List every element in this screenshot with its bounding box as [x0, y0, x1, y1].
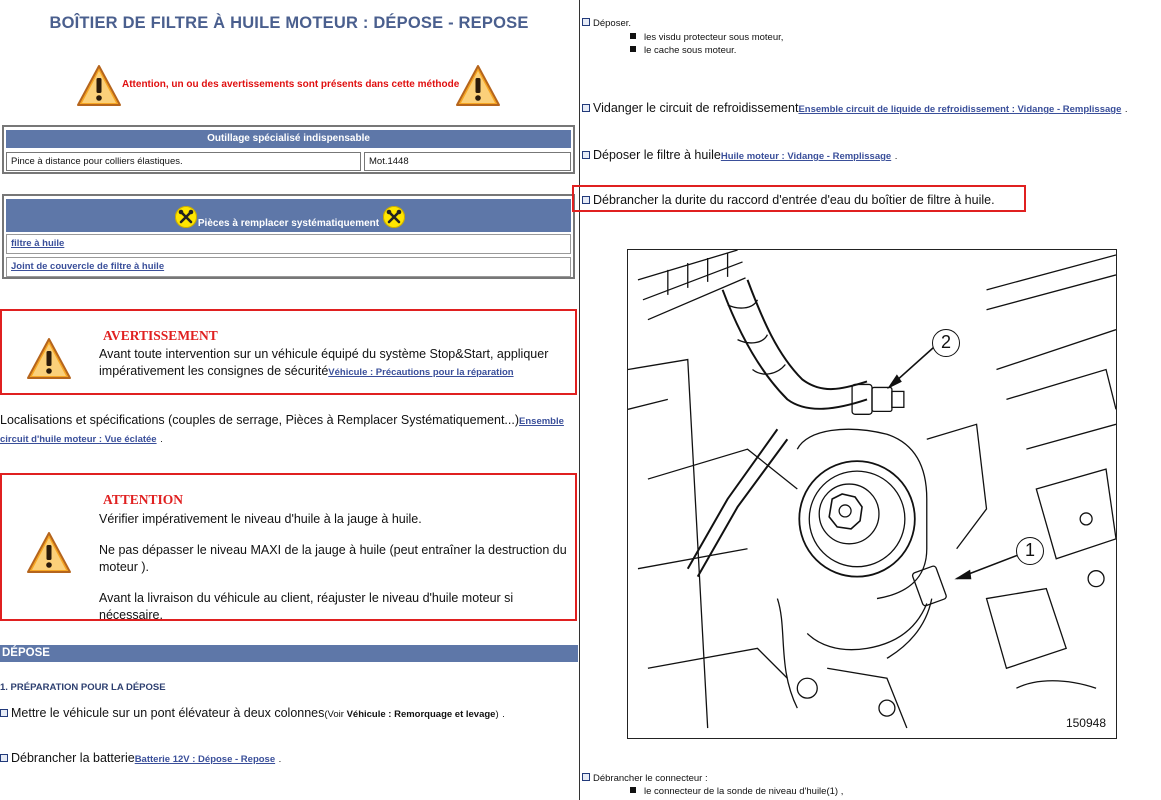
parts-table — [2, 194, 575, 279]
parts-row — [6, 257, 571, 277]
step-lift-vehicle: Mettre le véhicule sur un pont élévateur à deux colonnes(Voir Véhicule : Remorquage et levage) . — [0, 705, 505, 723]
step-disconnect-battery: Débrancher la batterieBatterie 12V : Dépose - Repose . — [0, 750, 281, 768]
attention-p2-line1: Ne pas dépasser le niveau MAXI de la jauge à huile (peut entraîner la destruction du — [99, 543, 567, 557]
highlight-box — [572, 185, 1026, 212]
exploded-view-link[interactable]: circuit d'huile moteur : Vue éclatée — [0, 434, 157, 445]
battery-link[interactable]: Batterie 12V : Dépose - Repose — [134, 754, 276, 765]
attention-box — [0, 473, 577, 621]
list-item: le connecteur de la sonde de niveau d'huile(1) , — [630, 783, 843, 800]
step-drain-coolant: Vidanger le circuit de refroidissementEnsemble circuit de liquide de refroidissement : Vidange - Remplissage . — [582, 100, 1127, 118]
tooling-table — [2, 125, 575, 174]
exploded-view-link[interactable]: Ensemble — [519, 416, 564, 427]
precautions-link[interactable]: Véhicule : Précautions pour la réparation — [328, 367, 514, 378]
tooling-ref-cell: Mot.1448 — [364, 152, 571, 171]
parts-header — [6, 199, 571, 232]
part-link-filter-cover-seal[interactable]: Joint de couvercle de filtre à huile — [11, 261, 165, 272]
attention-heading: ATTENTION — [103, 492, 184, 507]
section-depose: DÉPOSE — [0, 645, 578, 662]
warning-heading: AVERTISSEMENT — [103, 328, 218, 343]
bullet-square-icon — [582, 104, 590, 112]
page-title: BOÎTIER DE FILTRE À HUILE MOTEUR : DÉPOSE - REPOSE — [49, 14, 529, 32]
attention-p1: Vérifier impérativement le niveau d'huile à la jauge à huile. — [99, 512, 422, 526]
attention-notice: Attention, un ou des avertissements sont présents dans cette méthode — [122, 79, 460, 90]
warning-text-line1: Avant toute intervention sur un véhicule équipé du système Stop&Start, appliquer — [99, 347, 549, 361]
bullet-icon — [630, 46, 636, 52]
tooling-name-cell: Pince à distance pour colliers élastiques. — [6, 152, 361, 171]
coolant-link[interactable]: Ensemble circuit de liquide de refroidissement : Vidange - Remplissage — [798, 104, 1122, 115]
callout-1: 1 — [1016, 537, 1044, 565]
bullet-square-icon — [582, 151, 590, 159]
attention-p2-line2: moteur ). — [99, 560, 150, 574]
bullet-icon — [630, 33, 636, 39]
bullet-square-icon — [0, 754, 8, 762]
tooling-header: Outillage spécialisé indispensable — [6, 130, 571, 148]
step-disconnect-connector: Débrancher le connecteur : — [582, 770, 708, 787]
localisation-paragraph: Localisations et spécifications (couples de serrage, Pièces à Remplacer Systématiquement...)Ensemble — [0, 413, 564, 427]
bullet-square-icon — [0, 709, 8, 717]
warning-triangle-icon — [26, 337, 72, 381]
localisation-paragraph-cont: circuit d'huile moteur : Vue éclatée . — [0, 434, 163, 445]
warning-triangle-icon — [26, 531, 72, 575]
bullet-icon — [630, 787, 636, 793]
warning-text-line2: impérativement les consignes de sécuritéVéhicule : Précautions pour la réparation — [99, 364, 514, 378]
step-deposer: Déposer. — [582, 15, 631, 32]
bullet-square-icon — [582, 18, 590, 26]
figure-number: 150948 — [1065, 716, 1106, 730]
warning-box — [0, 309, 577, 395]
parts-header-label: Pièces à remplacer systématiquement — [197, 218, 380, 229]
column-divider — [579, 0, 580, 800]
step-disconnect-hose: Débrancher la durite du raccord d'entrée d'eau du boîtier de filtre à huile. — [582, 192, 995, 209]
engine-drawing — [628, 250, 1116, 738]
sub-heading-preparation: 1. PRÉPARATION POUR LA DÉPOSE — [0, 682, 166, 693]
left-column — [0, 0, 578, 800]
tools-icon — [383, 206, 405, 228]
callout-2: 2 — [932, 329, 960, 357]
engine-diagram — [627, 249, 1117, 739]
warning-triangle-icon — [76, 64, 122, 108]
part-link-oil-filter[interactable]: filtre à huile — [11, 238, 65, 249]
oil-change-link[interactable]: Huile moteur : Vidange - Remplissage — [720, 151, 892, 162]
step-remove-filter: Déposer le filtre à huileHuile moteur : Vidange - Remplissage . — [582, 147, 897, 165]
bullet-square-icon — [582, 773, 590, 781]
list-item: le cache sous moteur. — [630, 42, 736, 59]
parts-row — [6, 234, 571, 254]
warning-triangle-icon — [455, 64, 501, 108]
list-item: les visdu protecteur sous moteur, — [630, 29, 783, 46]
attention-p3: Avant la livraison du véhicule au client, réajuster le niveau d'huile moteur si nécessaire. — [99, 591, 514, 622]
